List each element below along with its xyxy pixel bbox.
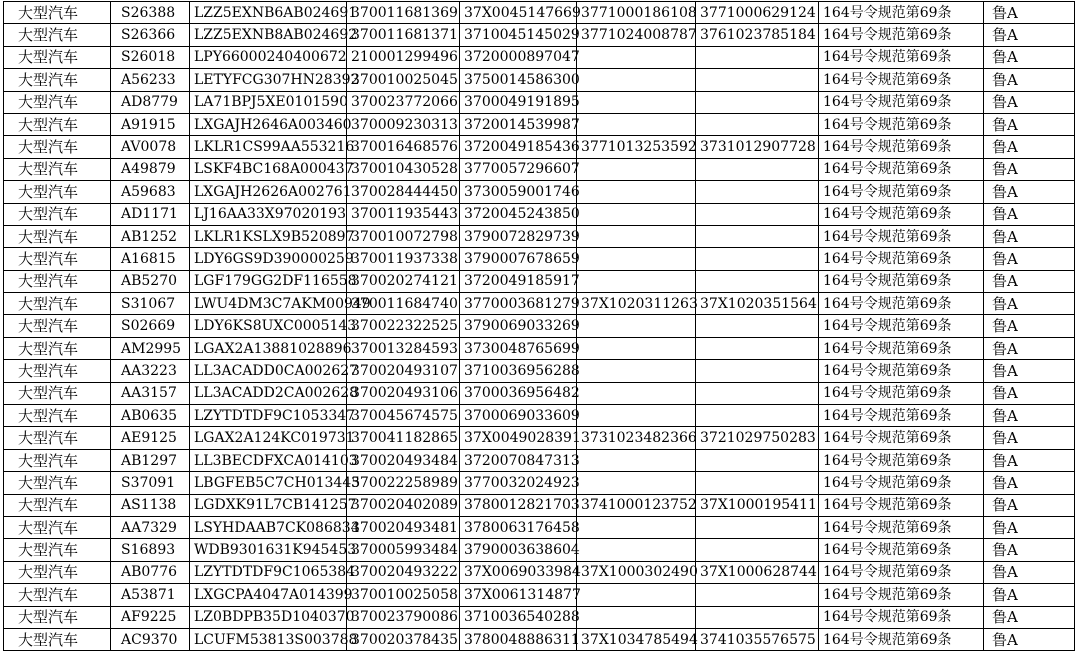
- code-cell-3: 3741035576575: [696, 628, 819, 650]
- code-cell-1: 3770032024923: [460, 472, 577, 494]
- region-cell: 鲁A: [984, 472, 1075, 494]
- plate-number-cell: AD1171: [111, 203, 190, 225]
- region-cell: 鲁A: [984, 158, 1075, 180]
- record-id-cell: 370010072798: [347, 225, 460, 247]
- region-cell: 鲁A: [984, 91, 1075, 113]
- vin-cell: LKLR1KSLX9B520897: [190, 225, 347, 247]
- regulation-cell: 164号令规范第69条: [819, 494, 984, 516]
- table-row: [4, 46, 1075, 68]
- vin-cell: LDY6GS9D390000259: [190, 248, 347, 270]
- code-cell-2: 3731023482366: [577, 427, 696, 449]
- record-id-cell: 370005993484: [347, 539, 460, 561]
- vehicle-type-cell: 大型汽车: [4, 113, 111, 135]
- region-cell: 鲁A: [984, 46, 1075, 68]
- region-cell: 鲁A: [984, 315, 1075, 337]
- code-cell-2: 37X1020311263: [577, 293, 696, 315]
- code-cell-3: [696, 181, 819, 203]
- code-cell-3: [696, 225, 819, 247]
- code-cell-3: 37X1000195411: [696, 494, 819, 516]
- table-row: [4, 382, 1075, 404]
- table-row: [4, 225, 1075, 247]
- plate-number-cell: AM2995: [111, 337, 190, 359]
- code-cell-1: 3780012821703: [460, 494, 577, 516]
- code-cell-3: 37X1000628744: [696, 561, 819, 583]
- code-cell-3: [696, 270, 819, 292]
- vin-cell: LKLR1CS99AA553216: [190, 136, 347, 158]
- table-row: [4, 628, 1075, 650]
- code-cell-1: 3790003638604: [460, 539, 577, 561]
- vin-cell: LJ16AA33X97020193: [190, 203, 347, 225]
- vehicle-type-cell: 大型汽车: [4, 449, 111, 471]
- vin-cell: LA71BPJ5XE0101590: [190, 91, 347, 113]
- code-cell-3: [696, 516, 819, 538]
- plate-number-cell: S26366: [111, 24, 190, 46]
- code-cell-3: [696, 584, 819, 606]
- plate-number-cell: AB5270: [111, 270, 190, 292]
- region-cell: 鲁A: [984, 337, 1075, 359]
- code-cell-1: 3770003681279: [460, 293, 577, 315]
- record-id-cell: 370020402089: [347, 494, 460, 516]
- record-id-cell: 370010430528: [347, 158, 460, 180]
- plate-number-cell: A91915: [111, 113, 190, 135]
- plate-number-cell: AA7329: [111, 516, 190, 538]
- code-cell-3: [696, 472, 819, 494]
- region-cell: 鲁A: [984, 360, 1075, 382]
- code-cell-3: 3721029750283: [696, 427, 819, 449]
- record-id-cell: 370022322525: [347, 315, 460, 337]
- plate-number-cell: S31067: [111, 293, 190, 315]
- table-row: [4, 315, 1075, 337]
- vin-cell: LXGCPA4047A014399: [190, 584, 347, 606]
- code-cell-2: [577, 449, 696, 471]
- vehicle-type-cell: 大型汽车: [4, 628, 111, 650]
- vin-cell: LWU4DM3C7AKM00949: [190, 293, 347, 315]
- code-cell-2: [577, 315, 696, 337]
- record-id-cell: 370020493222: [347, 561, 460, 583]
- record-id-cell: 370020493107: [347, 360, 460, 382]
- code-cell-3: [696, 315, 819, 337]
- code-cell-2: 3741000123752: [577, 494, 696, 516]
- vin-cell: LZZ5EXNB6AB024691: [190, 2, 347, 24]
- code-cell-2: [577, 405, 696, 427]
- plate-number-cell: AS1138: [111, 494, 190, 516]
- vin-cell: LPY66000240400672: [190, 46, 347, 68]
- code-cell-3: [696, 113, 819, 135]
- code-cell-2: [577, 91, 696, 113]
- region-cell: 鲁A: [984, 494, 1075, 516]
- code-cell-3: [696, 91, 819, 113]
- record-id-cell: 370041182865: [347, 427, 460, 449]
- region-cell: 鲁A: [984, 136, 1075, 158]
- table-row: [4, 449, 1075, 471]
- region-cell: 鲁A: [984, 561, 1075, 583]
- vin-cell: LCUFM53813S003788: [190, 628, 347, 650]
- record-id-cell: 370020493481: [347, 516, 460, 538]
- region-cell: 鲁A: [984, 225, 1075, 247]
- vin-cell: LGAX2A124KC019731: [190, 427, 347, 449]
- regulation-cell: 164号令规范第69条: [819, 584, 984, 606]
- plate-number-cell: AC9370: [111, 628, 190, 650]
- record-id-cell: 370045674575: [347, 405, 460, 427]
- regulation-cell: 164号令规范第69条: [819, 360, 984, 382]
- table-row: [4, 427, 1075, 449]
- vehicle-type-cell: 大型汽车: [4, 203, 111, 225]
- regulation-cell: 164号令规范第69条: [819, 539, 984, 561]
- code-cell-1: 3710036956288: [460, 360, 577, 382]
- table-row: [4, 69, 1075, 91]
- plate-number-cell: AV0078: [111, 136, 190, 158]
- regulation-cell: 164号令规范第69条: [819, 449, 984, 471]
- record-id-cell: 370010025045: [347, 69, 460, 91]
- table-row: [4, 539, 1075, 561]
- vin-cell: LZ0BDPB35D1040370: [190, 606, 347, 628]
- table-row: [4, 337, 1075, 359]
- vehicle-type-cell: 大型汽车: [4, 270, 111, 292]
- table-row: [4, 91, 1075, 113]
- vehicle-type-cell: 大型汽车: [4, 561, 111, 583]
- regulation-cell: 164号令规范第69条: [819, 270, 984, 292]
- code-cell-3: [696, 248, 819, 270]
- code-cell-3: [696, 69, 819, 91]
- region-cell: 鲁A: [984, 405, 1075, 427]
- table-row: [4, 248, 1075, 270]
- plate-number-cell: S16893: [111, 539, 190, 561]
- code-cell-2: [577, 181, 696, 203]
- code-cell-2: [577, 203, 696, 225]
- regulation-cell: 164号令规范第69条: [819, 225, 984, 247]
- table-row: [4, 158, 1075, 180]
- regulation-cell: 164号令规范第69条: [819, 69, 984, 91]
- regulation-cell: 164号令规范第69条: [819, 606, 984, 628]
- plate-number-cell: S26388: [111, 2, 190, 24]
- code-cell-3: [696, 337, 819, 359]
- code-cell-3: 3771000629124: [696, 2, 819, 24]
- code-cell-3: [696, 382, 819, 404]
- record-id-cell: 370028444450: [347, 181, 460, 203]
- record-id-cell: 370011681369: [347, 2, 460, 24]
- table-row: [4, 24, 1075, 46]
- code-cell-1: 3790007678659: [460, 248, 577, 270]
- record-id-cell: 210001299496: [347, 46, 460, 68]
- code-cell-2: [577, 225, 696, 247]
- table-row: [4, 2, 1075, 24]
- code-cell-1: 3730059001746: [460, 181, 577, 203]
- record-id-cell: 370020378435: [347, 628, 460, 650]
- vin-cell: LZZ5EXNB8AB024692: [190, 24, 347, 46]
- code-cell-2: [577, 248, 696, 270]
- plate-number-cell: AE9125: [111, 427, 190, 449]
- record-id-cell: 370022258989: [347, 472, 460, 494]
- regulation-cell: 164号令规范第69条: [819, 24, 984, 46]
- vehicle-type-cell: 大型汽车: [4, 91, 111, 113]
- code-cell-1: 3710036540288: [460, 606, 577, 628]
- vehicle-type-cell: 大型汽车: [4, 516, 111, 538]
- vehicle-type-cell: 大型汽车: [4, 24, 111, 46]
- vehicle-type-cell: 大型汽车: [4, 293, 111, 315]
- region-cell: 鲁A: [984, 248, 1075, 270]
- code-cell-3: 3761023785184: [696, 24, 819, 46]
- code-cell-2: [577, 69, 696, 91]
- record-id-cell: 370023790086: [347, 606, 460, 628]
- vehicle-type-cell: 大型汽车: [4, 427, 111, 449]
- code-cell-1: 3720014539987: [460, 113, 577, 135]
- table-row: [4, 606, 1075, 628]
- code-cell-1: 3780063176458: [460, 516, 577, 538]
- record-id-cell: 370013284593: [347, 337, 460, 359]
- code-cell-3: [696, 203, 819, 225]
- plate-number-cell: AA3223: [111, 360, 190, 382]
- table-row: [4, 494, 1075, 516]
- vin-cell: LL3ACADD2CA002628: [190, 382, 347, 404]
- vin-cell: LGAX2A13881028896: [190, 337, 347, 359]
- code-cell-1: 3770057296607: [460, 158, 577, 180]
- table-row: [4, 293, 1075, 315]
- code-cell-3: [696, 46, 819, 68]
- code-cell-2: [577, 539, 696, 561]
- plate-number-cell: AB1252: [111, 225, 190, 247]
- regulation-cell: 164号令规范第69条: [819, 203, 984, 225]
- code-cell-1: 3700049191895: [460, 91, 577, 113]
- code-cell-2: [577, 516, 696, 538]
- regulation-cell: 164号令规范第69条: [819, 248, 984, 270]
- code-cell-1: 3720070847313: [460, 449, 577, 471]
- vehicle-type-cell: 大型汽车: [4, 46, 111, 68]
- regulation-cell: 164号令规范第69条: [819, 315, 984, 337]
- code-cell-2: 3771000186108: [577, 2, 696, 24]
- region-cell: 鲁A: [984, 113, 1075, 135]
- code-cell-2: [577, 158, 696, 180]
- code-cell-1: 3700069033609: [460, 405, 577, 427]
- regulation-cell: 164号令规范第69条: [819, 293, 984, 315]
- regulation-cell: 164号令规范第69条: [819, 472, 984, 494]
- record-id-cell: 370009230313: [347, 113, 460, 135]
- code-cell-1: 37X0069033984: [460, 561, 577, 583]
- code-cell-1: 3790072829739: [460, 225, 577, 247]
- region-cell: 鲁A: [984, 181, 1075, 203]
- regulation-cell: 164号令规范第69条: [819, 2, 984, 24]
- region-cell: 鲁A: [984, 628, 1075, 650]
- vehicle-type-cell: 大型汽车: [4, 584, 111, 606]
- vehicle-violation-table: [3, 1, 1075, 651]
- regulation-cell: 164号令规范第69条: [819, 628, 984, 650]
- record-id-cell: 370011935443: [347, 203, 460, 225]
- vehicle-type-cell: 大型汽车: [4, 606, 111, 628]
- plate-number-cell: AF9225: [111, 606, 190, 628]
- vehicle-type-cell: 大型汽车: [4, 405, 111, 427]
- record-id-cell: 370011684740: [347, 293, 460, 315]
- code-cell-1: 3710045145029: [460, 24, 577, 46]
- vin-cell: LSKF4BC168A000437: [190, 158, 347, 180]
- code-cell-3: [696, 360, 819, 382]
- vin-cell: LETYFCG307HN28392: [190, 69, 347, 91]
- record-id-cell: 370016468576: [347, 136, 460, 158]
- code-cell-3: 37X1020351564: [696, 293, 819, 315]
- vin-cell: LGF179GG2DF116558: [190, 270, 347, 292]
- code-cell-2: 37X1034785494: [577, 628, 696, 650]
- code-cell-2: [577, 360, 696, 382]
- table-row: [4, 270, 1075, 292]
- record-id-cell: 370020493484: [347, 449, 460, 471]
- table-row: [4, 472, 1075, 494]
- code-cell-2: [577, 113, 696, 135]
- table-row: [4, 516, 1075, 538]
- plate-number-cell: AD8779: [111, 91, 190, 113]
- plate-number-cell: A16815: [111, 248, 190, 270]
- vehicle-type-cell: 大型汽车: [4, 360, 111, 382]
- vehicle-type-cell: 大型汽车: [4, 337, 111, 359]
- record-id-cell: 370023772066: [347, 91, 460, 113]
- record-id-cell: 370020274121: [347, 270, 460, 292]
- table-row: [4, 584, 1075, 606]
- code-cell-2: 3771013253592: [577, 136, 696, 158]
- regulation-cell: 164号令规范第69条: [819, 337, 984, 359]
- regulation-cell: 164号令规范第69条: [819, 405, 984, 427]
- vin-cell: LSYHDAAB7CK086834: [190, 516, 347, 538]
- plate-number-cell: AA3157: [111, 382, 190, 404]
- record-id-cell: 370011937338: [347, 248, 460, 270]
- regulation-cell: 164号令规范第69条: [819, 158, 984, 180]
- plate-number-cell: AB0776: [111, 561, 190, 583]
- vin-cell: LL3ACADD0CA002627: [190, 360, 347, 382]
- vehicle-type-cell: 大型汽车: [4, 472, 111, 494]
- code-cell-3: [696, 449, 819, 471]
- code-cell-2: [577, 46, 696, 68]
- code-cell-1: 3750014586300: [460, 69, 577, 91]
- code-cell-3: [696, 606, 819, 628]
- regulation-cell: 164号令规范第69条: [819, 91, 984, 113]
- vin-cell: LZYTDTDF9C1065384: [190, 561, 347, 583]
- plate-number-cell: A49879: [111, 158, 190, 180]
- code-cell-3: [696, 158, 819, 180]
- region-cell: 鲁A: [984, 270, 1075, 292]
- vehicle-type-cell: 大型汽车: [4, 382, 111, 404]
- plate-number-cell: AB0635: [111, 405, 190, 427]
- plate-number-cell: S02669: [111, 315, 190, 337]
- region-cell: 鲁A: [984, 606, 1075, 628]
- plate-number-cell: AB1297: [111, 449, 190, 471]
- vehicle-type-cell: 大型汽车: [4, 181, 111, 203]
- plate-number-cell: A59683: [111, 181, 190, 203]
- table-row: [4, 181, 1075, 203]
- vehicle-type-cell: 大型汽车: [4, 539, 111, 561]
- code-cell-2: 3771024008787: [577, 24, 696, 46]
- vin-cell: LL3BECDFXCA014103: [190, 449, 347, 471]
- code-cell-1: 3720000897047: [460, 46, 577, 68]
- code-cell-2: [577, 270, 696, 292]
- vin-cell: WDB9301631K945453: [190, 539, 347, 561]
- code-cell-2: [577, 472, 696, 494]
- regulation-cell: 164号令规范第69条: [819, 561, 984, 583]
- vin-cell: LXGAJH2626A002761: [190, 181, 347, 203]
- code-cell-1: 37X0045147669: [460, 2, 577, 24]
- regulation-cell: 164号令规范第69条: [819, 136, 984, 158]
- record-id-cell: 370020493106: [347, 382, 460, 404]
- code-cell-1: 3700036956482: [460, 382, 577, 404]
- code-cell-3: [696, 539, 819, 561]
- table-row: [4, 203, 1075, 225]
- vehicle-type-cell: 大型汽车: [4, 158, 111, 180]
- vin-cell: LDY6KS8UXC0005143: [190, 315, 347, 337]
- code-cell-1: 3720049185436: [460, 136, 577, 158]
- vin-cell: LGDXK91L7CB141257: [190, 494, 347, 516]
- vin-cell: LZYTDTDF9C1053347: [190, 405, 347, 427]
- region-cell: 鲁A: [984, 539, 1075, 561]
- code-cell-1: 37X0049028391: [460, 427, 577, 449]
- regulation-cell: 164号令规范第69条: [819, 516, 984, 538]
- region-cell: 鲁A: [984, 382, 1075, 404]
- code-cell-3: [696, 405, 819, 427]
- code-cell-1: 3790069033269: [460, 315, 577, 337]
- record-id-cell: 370010025058: [347, 584, 460, 606]
- region-cell: 鲁A: [984, 293, 1075, 315]
- regulation-cell: 164号令规范第69条: [819, 181, 984, 203]
- code-cell-1: 3730048765699: [460, 337, 577, 359]
- vin-cell: LBGFEB5C7CH013445: [190, 472, 347, 494]
- regulation-cell: 164号令规范第69条: [819, 427, 984, 449]
- vehicle-type-cell: 大型汽车: [4, 69, 111, 91]
- plate-number-cell: S26018: [111, 46, 190, 68]
- region-cell: 鲁A: [984, 2, 1075, 24]
- vehicle-type-cell: 大型汽车: [4, 225, 111, 247]
- table-body: [4, 2, 1075, 651]
- regulation-cell: 164号令规范第69条: [819, 113, 984, 135]
- code-cell-2: [577, 584, 696, 606]
- region-cell: 鲁A: [984, 584, 1075, 606]
- table-row: [4, 360, 1075, 382]
- code-cell-3: 3731012907728: [696, 136, 819, 158]
- region-cell: 鲁A: [984, 449, 1075, 471]
- code-cell-2: [577, 606, 696, 628]
- code-cell-1: 37X0061314877: [460, 584, 577, 606]
- region-cell: 鲁A: [984, 24, 1075, 46]
- regulation-cell: 164号令规范第69条: [819, 46, 984, 68]
- region-cell: 鲁A: [984, 69, 1075, 91]
- plate-number-cell: A53871: [111, 584, 190, 606]
- region-cell: 鲁A: [984, 203, 1075, 225]
- code-cell-1: 3720049185917: [460, 270, 577, 292]
- vehicle-type-cell: 大型汽车: [4, 248, 111, 270]
- vehicle-type-cell: 大型汽车: [4, 494, 111, 516]
- vehicle-type-cell: 大型汽车: [4, 315, 111, 337]
- regulation-cell: 164号令规范第69条: [819, 382, 984, 404]
- vin-cell: LXGAJH2646A003460: [190, 113, 347, 135]
- vehicle-type-cell: 大型汽车: [4, 2, 111, 24]
- plate-number-cell: S37091: [111, 472, 190, 494]
- plate-number-cell: A56233: [111, 69, 190, 91]
- vehicle-type-cell: 大型汽车: [4, 136, 111, 158]
- code-cell-2: [577, 337, 696, 359]
- table-row: [4, 405, 1075, 427]
- table-row: [4, 561, 1075, 583]
- code-cell-1: 3720045243850: [460, 203, 577, 225]
- region-cell: 鲁A: [984, 427, 1075, 449]
- code-cell-2: 37X1000302490: [577, 561, 696, 583]
- table-row: [4, 136, 1075, 158]
- record-id-cell: 370011681371: [347, 24, 460, 46]
- region-cell: 鲁A: [984, 516, 1075, 538]
- code-cell-2: [577, 382, 696, 404]
- table-row: [4, 113, 1075, 135]
- code-cell-1: 3780048886311: [460, 628, 577, 650]
